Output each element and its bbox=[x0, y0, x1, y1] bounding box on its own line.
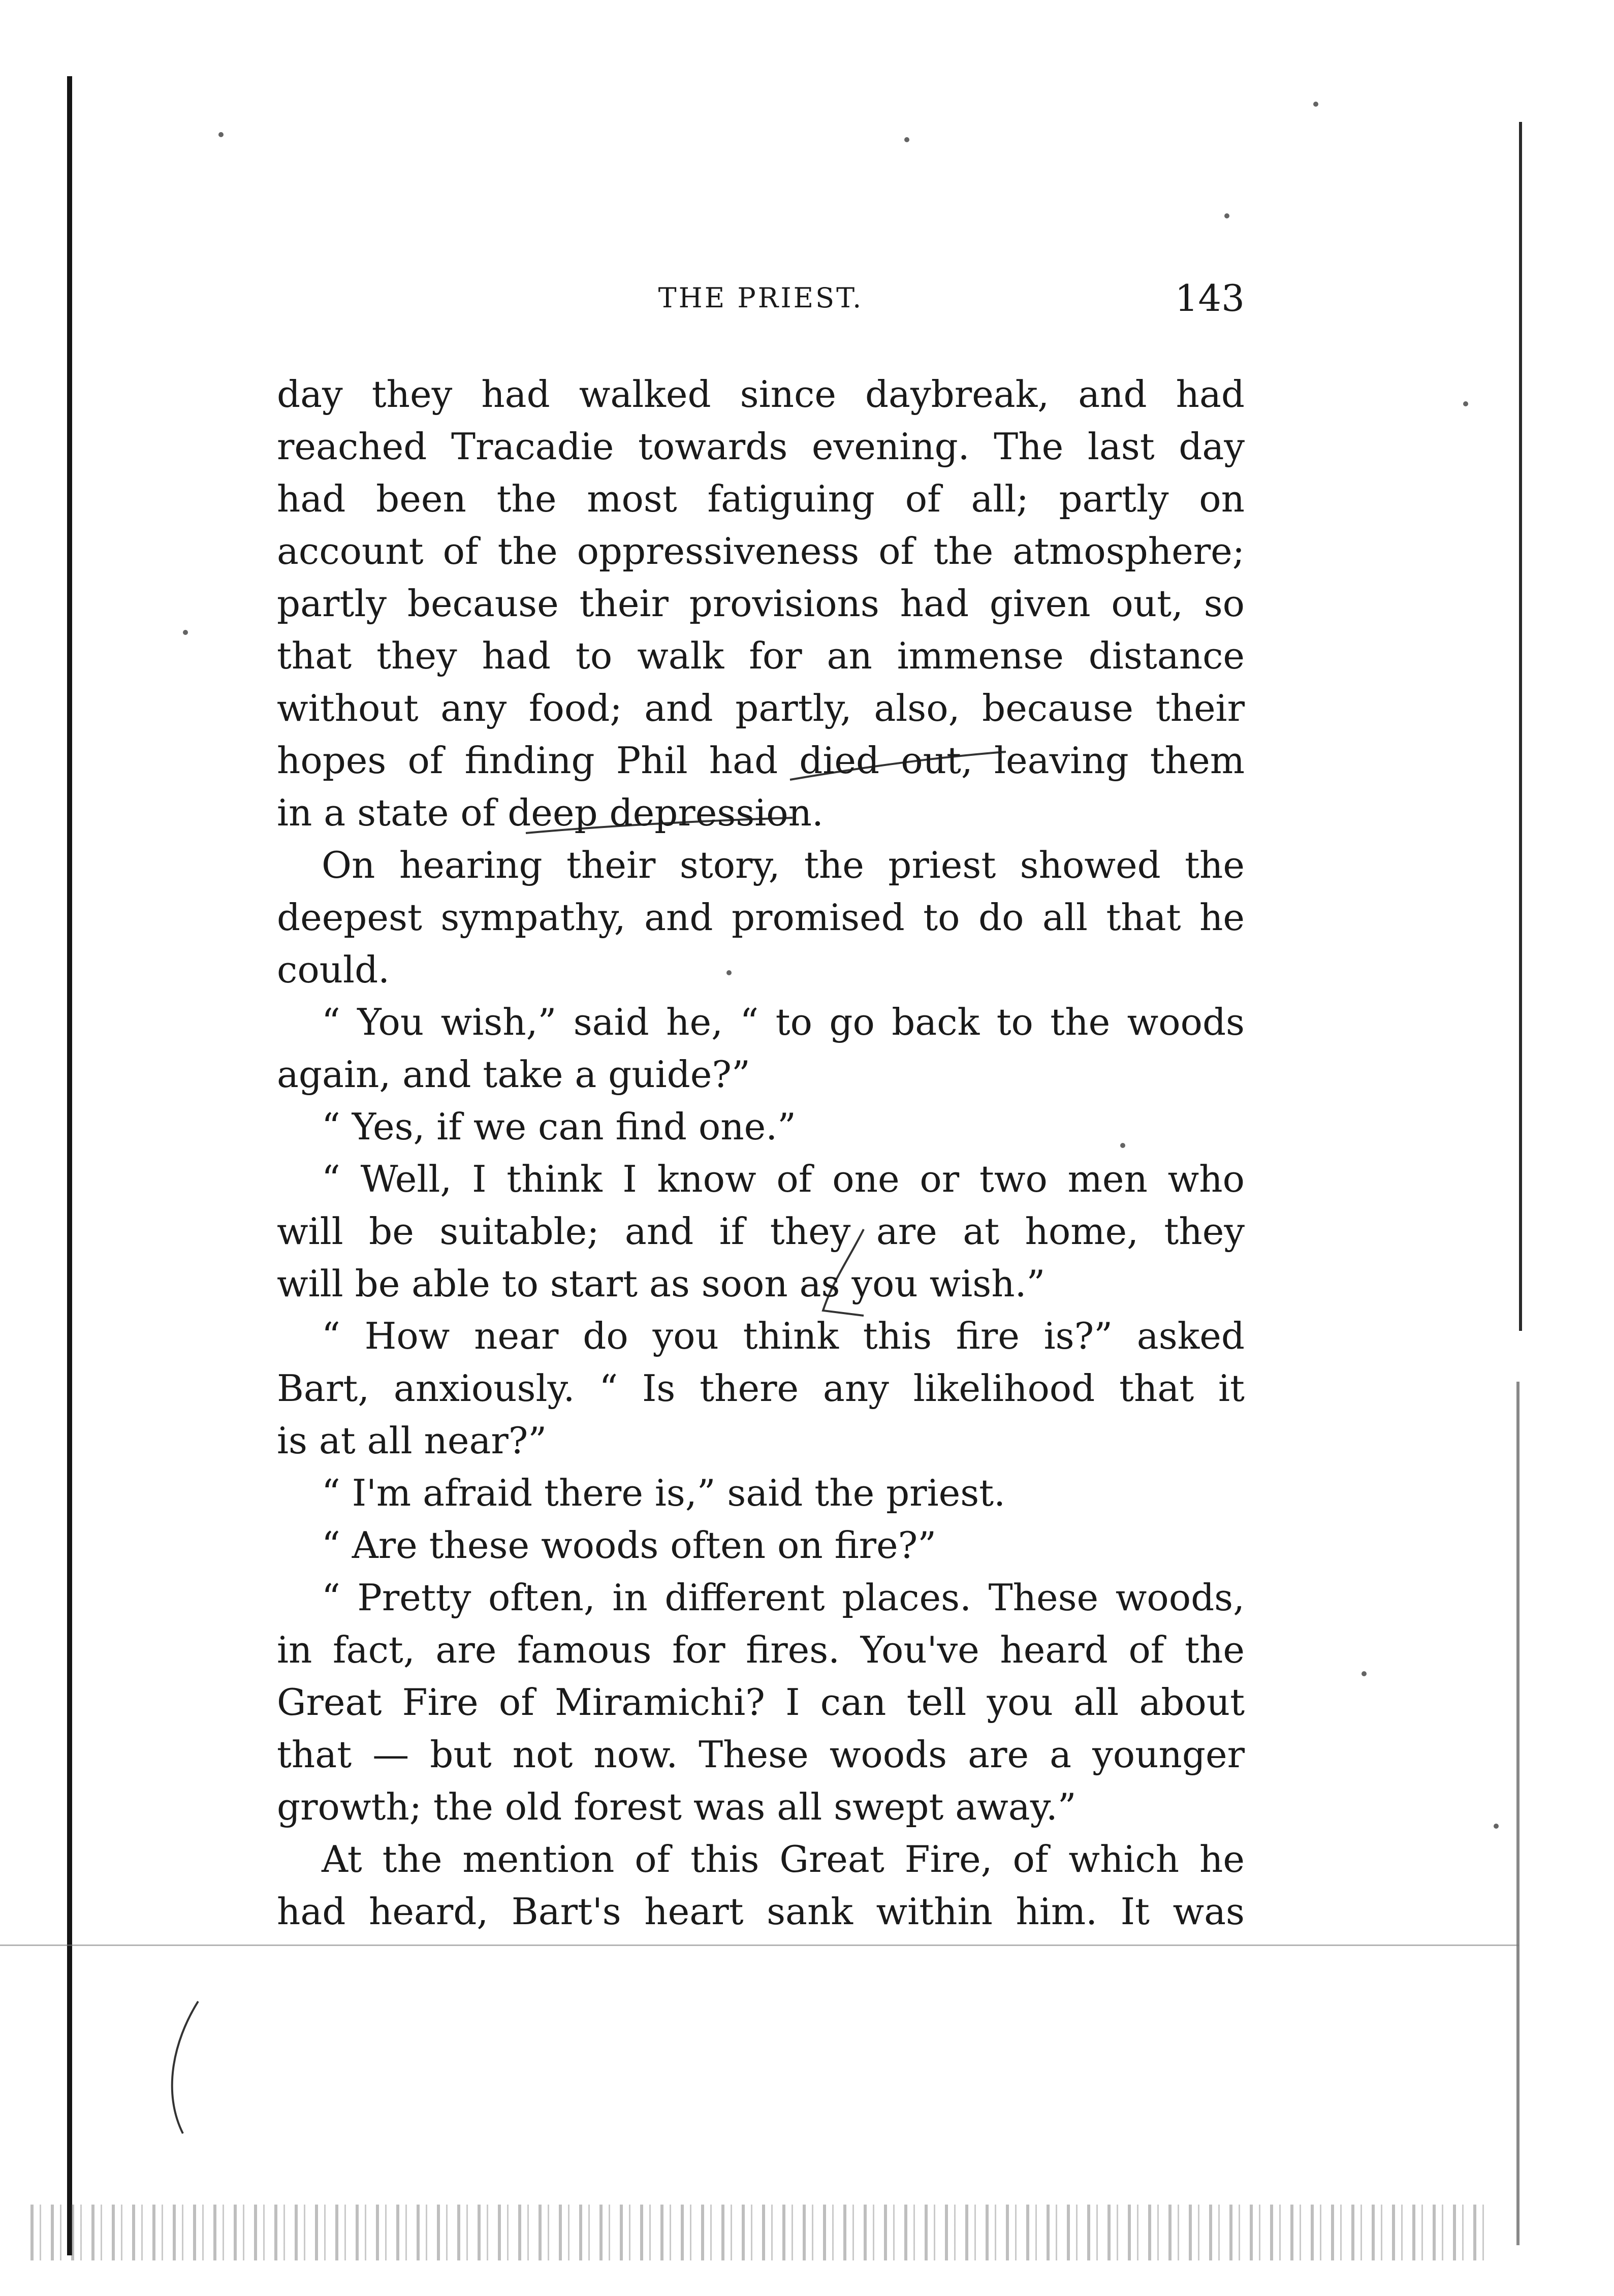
text-line: in a state of deep depression. bbox=[277, 791, 824, 834]
page-number: 143 bbox=[1175, 277, 1245, 320]
text-line: that they had to walk for an immense distance bbox=[277, 634, 1245, 677]
text-line: “ I'm afraid there is,” said the priest. bbox=[322, 1472, 1005, 1514]
text-line: will be able to start as soon as you wish.” bbox=[277, 1262, 1046, 1305]
text-line: day they had walked since daybreak, and had bbox=[277, 373, 1245, 416]
text-line: At the mention of this Great Fire, of which he bbox=[322, 1838, 1245, 1880]
text-line: hopes of finding Phil had died out, leaving them bbox=[277, 739, 1245, 782]
text-line: On hearing their story, the priest showed the bbox=[322, 844, 1245, 886]
text-line: “ Are these woods often on fire?” bbox=[322, 1524, 937, 1567]
text-line: will be suitable; and if they are at home, they bbox=[277, 1210, 1245, 1253]
text-line: reached Tracadie towards evening. The last day bbox=[277, 425, 1245, 468]
running-head bbox=[277, 277, 1245, 323]
text-line: “ Yes, if we can find one.” bbox=[322, 1105, 796, 1148]
text-line: had heard, Bart's heart sank within him. It was bbox=[277, 1890, 1245, 1933]
text-line: is at all near?” bbox=[277, 1419, 547, 1462]
text-line: that — but not now. These woods are a younger bbox=[277, 1733, 1245, 1776]
text-line: growth; the old forest was all swept away.” bbox=[277, 1785, 1077, 1828]
text-line: again, and take a guide?” bbox=[277, 1053, 750, 1096]
text-line: “ Well, I think I know of one or two men who bbox=[322, 1158, 1245, 1200]
text-line: could. bbox=[277, 948, 390, 991]
text-line: Great Fire of Miramichi? I can tell you all about bbox=[277, 1681, 1245, 1724]
text-line: in fact, are famous for fires. You've heard of the bbox=[277, 1629, 1245, 1671]
text-line: without any food; and partly, also, because their bbox=[277, 687, 1245, 729]
text-line: “ How near do you think this fire is?” asked bbox=[322, 1315, 1245, 1357]
text-line: “ Pretty often, in different places. These woods, bbox=[322, 1576, 1245, 1619]
body-text bbox=[277, 368, 1245, 1938]
text-line: had been the most fatiguing of all; partly on bbox=[277, 477, 1245, 520]
running-title: THE PRIEST. bbox=[658, 282, 864, 314]
text-line: Bart, anxiously. “ Is there any likelihood that it bbox=[277, 1367, 1245, 1410]
text-line: “ You wish,” said he, “ to go back to the woods bbox=[322, 1001, 1245, 1043]
text-line: account of the oppressiveness of the atmosphere; bbox=[277, 530, 1245, 572]
text-line: deepest sympathy, and promised to do all that he bbox=[277, 896, 1245, 939]
text-line: partly because their provisions had given out, so bbox=[277, 582, 1245, 625]
